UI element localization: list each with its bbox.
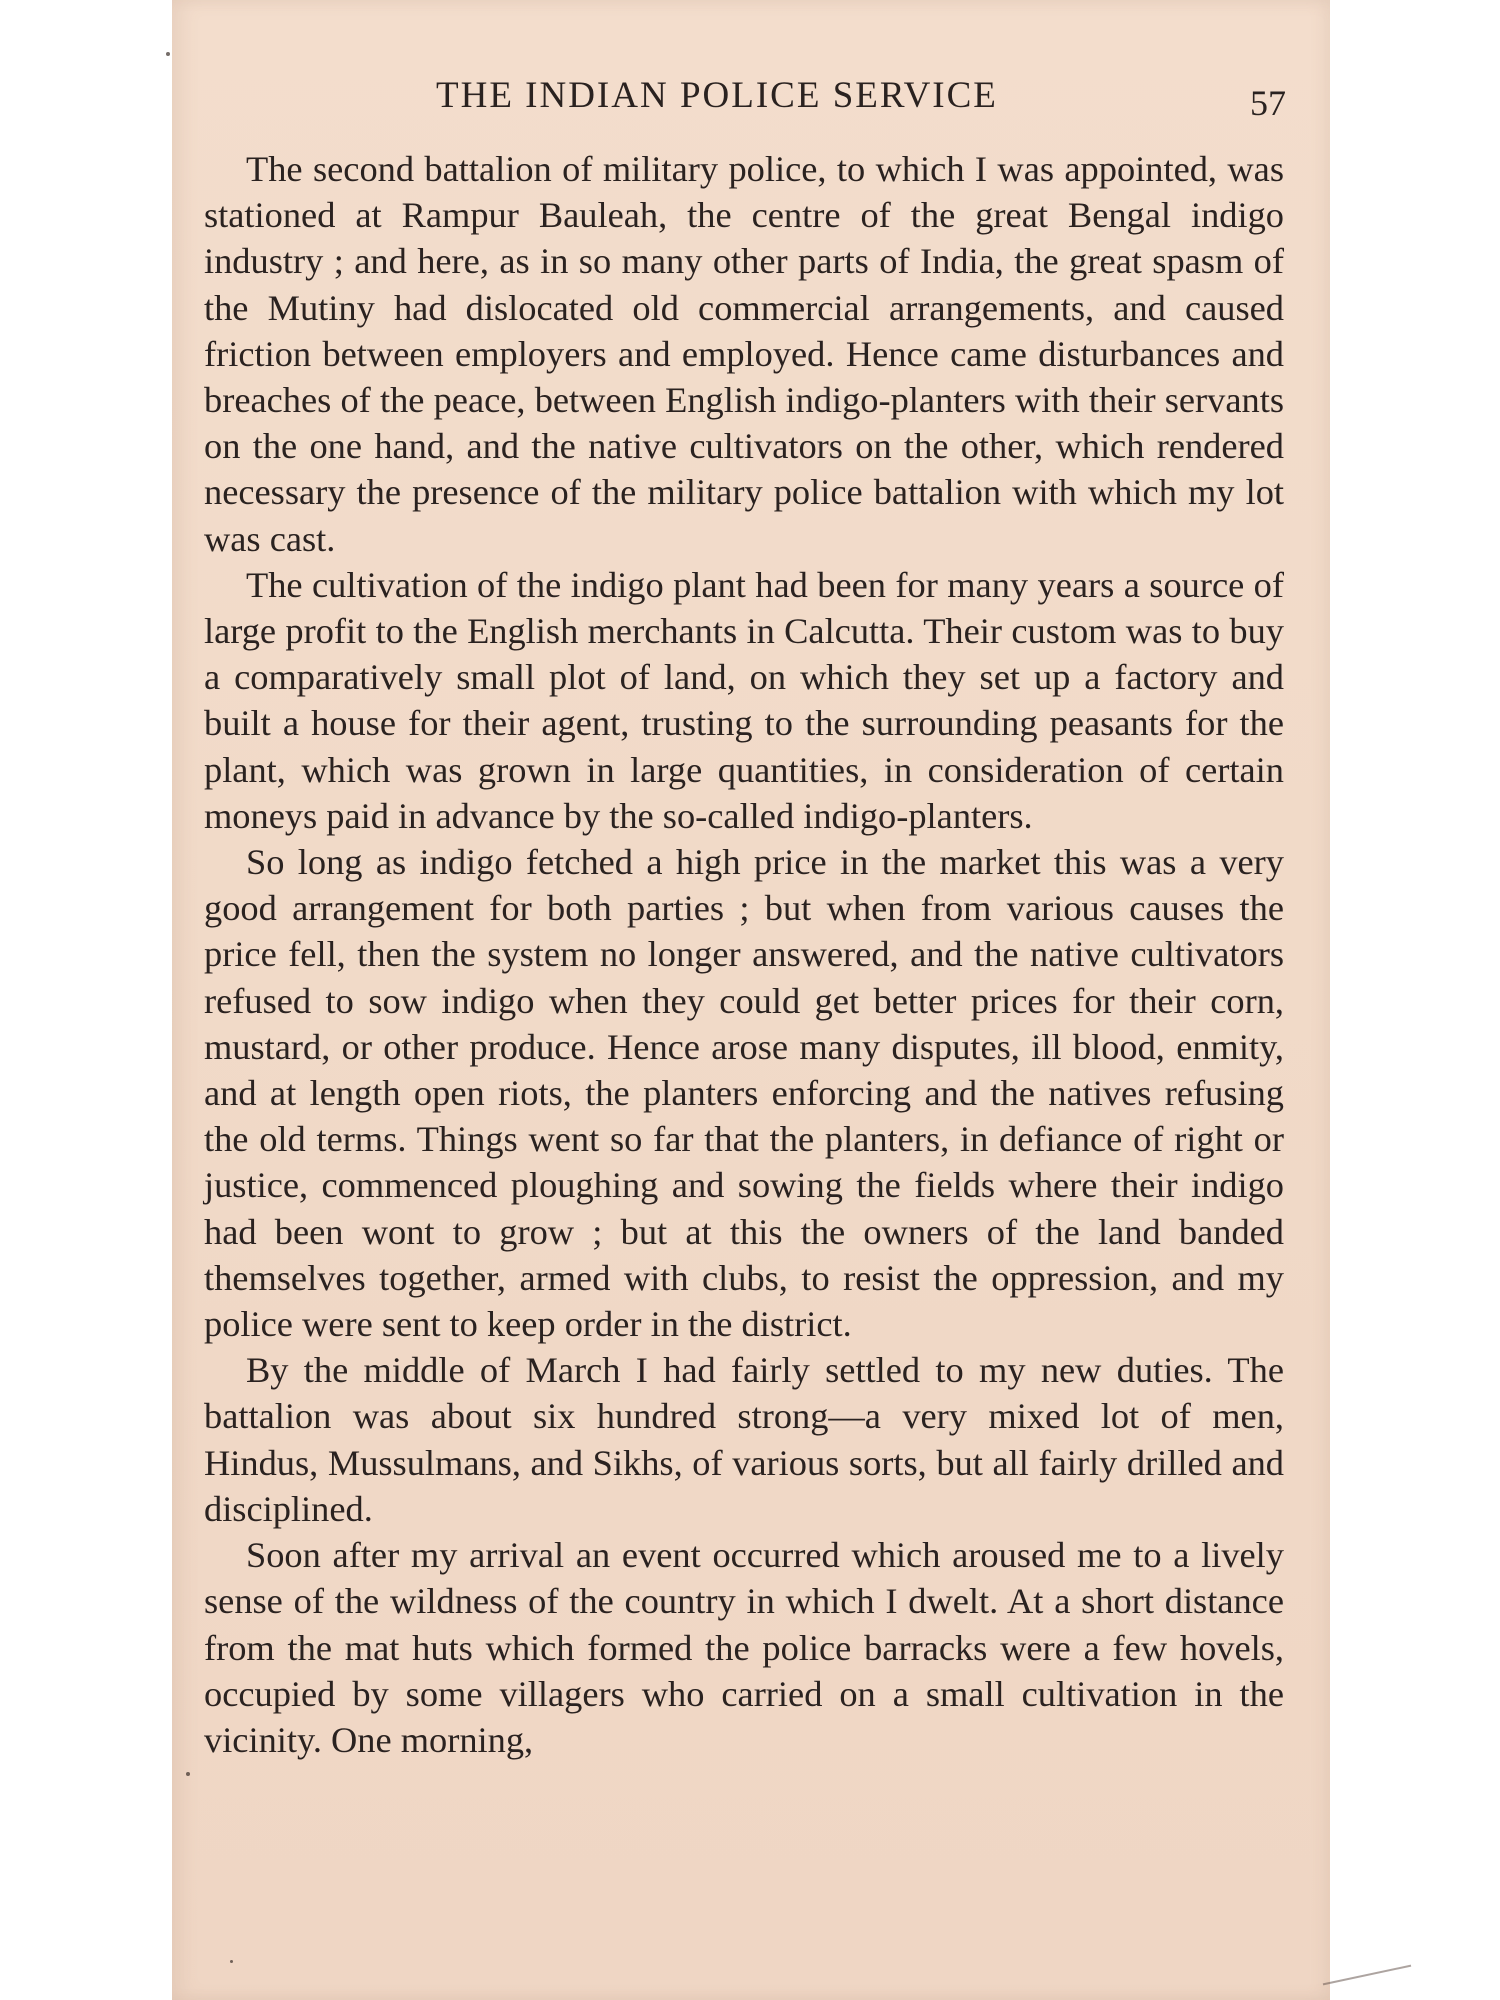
paragraph: Soon after my arrival an event occurred which aroused me to a lively sense of the wildness of the country in which I dwelt. At a short distance from the mat huts which formed the police barracks were a few hovels, occupied by some villagers who carried on a small cultivation in the vicinity. One morning, — [204, 1535, 1284, 1760]
paper-speck — [186, 1772, 190, 1776]
paragraph: By the middle of March I had fairly settled to my new duties. The battalion was about six hundred strong—a very mixed lot of men, Hindus, Mussulmans, and Sikhs, of various sorts, but all fairly drilled and disciplined. — [204, 1350, 1284, 1529]
running-head-title: THE INDIAN POLICE SERVICE — [436, 75, 998, 116]
body-text — [204, 146, 1284, 1763]
paragraph: The second battalion of military police, to which I was appointed, was stationed at Rampur Bauleah, the centre of the great Bengal indigo industry ; and here, as in so many other parts of India, the great spasm of the Mutiny had dislocated old commercial arrangements, and caused friction between employers and employed. Hence came disturbances and breaches of the peace, between English indigo-planters with their servants on the one hand, and the native cultivators on the other, which rendered necessary the presence of the military police battalion with which my lot was cast. — [204, 149, 1284, 559]
running-head — [172, 74, 1330, 134]
paragraph: So long as indigo fetched a high price in the market this was a very good arrangement for both parties ; but when from various causes the price fell, then the system no longer answered, and the native cultivators refused to sow indigo when they could get better prices for their corn, mustard, or other produce. Hence arose many disputes, ill blood, enmity, and at length open riots, the planters enforcing and the natives refusing the old terms. Things went so far that the planters, in defiance of right or justice, commenced ploughing and sowing the fields where their indigo had been wont to grow ; but at this the owners of the land banded themselves together, armed with clubs, to resist the oppression, and my police were sent to keep order in the district. — [204, 842, 1284, 1345]
page-number: 57 — [1250, 83, 1286, 123]
book-page — [172, 0, 1330, 2000]
paragraph: The cultivation of the indigo plant had been for many years a source of large profit to the English merchants in Calcutta. Their custom was to buy a comparatively small plot of land, on which they set up a factory and built a house for their agent, trusting to the surrounding peasants for the plant, which was grown in large quantities, in consideration of certain moneys paid in advance by the so-called indigo-planters. — [204, 564, 1284, 836]
paper-speck — [230, 1960, 233, 1963]
paper-speck — [166, 52, 170, 56]
paper-scratch — [1323, 1965, 1411, 1986]
